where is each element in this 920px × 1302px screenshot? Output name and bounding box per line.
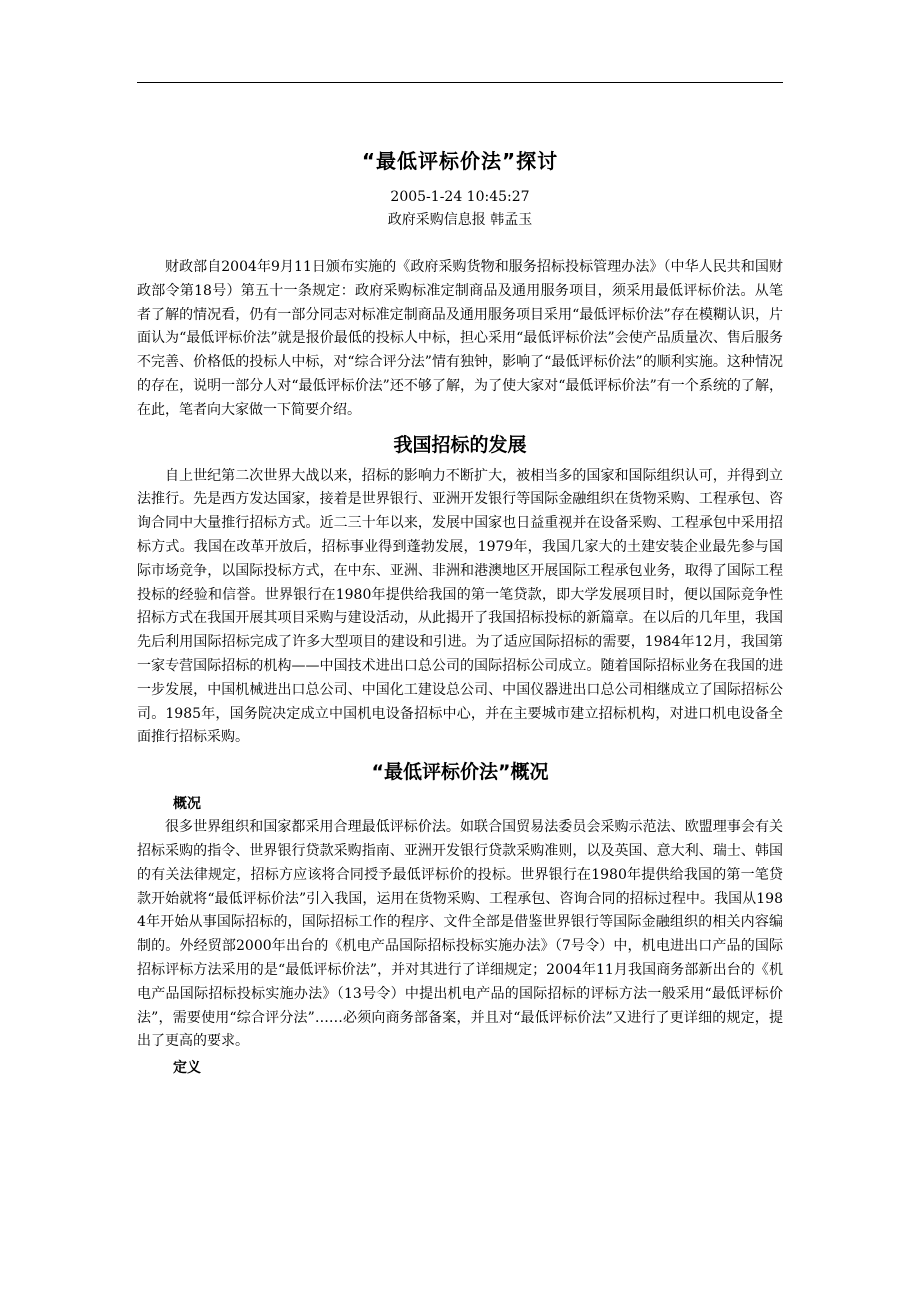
section-paragraph-development: 自上世纪第二次世界大战以来，招标的影响力不断扩大，被相当多的国家和国际组织认可，并得到立法推行。先是西方发达国家，接着是世界银行、亚洲开发银行等国际金融组织在货物采购、工程承包、咨询合同中大量推行招标方式。近二三十年以来，发展中国家也日益重视并在设备采购、工程承包中采用招标方式。我国在改革开放后，招标事业得到蓬勃发展，1979年，我国几家大的土建安装企业最先参与国际市场竞争，以国际投标方式，在中东、亚洲、非洲和港澳地区开展国际工程承包业务，取得了国际工程投标的经验和信誉。世界银行在1980年提供给我国的第一笔贷款，即大学发展项目时，便以国际竞争性招标方式在我国开展其项目采购与建设活动，从此揭开了我国招标投标的新篇章。在以后的几年里，我国先后利用国际招标完成了许多大型项目的建设和引进。为了适应国际招标的需要，1984年12月，我国第一家专营国际招标的机构——中国技术进出口总公司的国际招标公司成立。随着国际招标业务在我国的进一步发展，中国机械进出口总公司、中国化工建设总公司、中国仪器进出口总公司相继成立了国际招标公司。1985年，国务院决定成立中国机电设备招标中心，并在主要城市建立招标机构，对进口机电设备全面推行招标采购。: [137, 467, 783, 746]
article-title: “最低评标价法”探讨: [361, 149, 559, 173]
header-rule: [137, 82, 783, 83]
subheading-definition: 定义: [173, 1060, 201, 1077]
section-heading-overview: “最低评标价法”概况: [371, 761, 549, 784]
intro-paragraph: 财政部自2004年9月11日颁布实施的《政府采购货物和服务招标投标管理办法》（中华人民共和国财政部令第18号）第五十一条规定：政府采购标准定制商品及通用服务项目，须采用最低评标价法。从笔者了解的情况看，仍有一部分同志对标准定制商品及通用服务项目采用“最低评标价法”存在模糊认识，片面认为“最低评标价法”就是报价最低的投标人中标，担心采用“最低评标价法”会使产品质量次、售后服务不完善、价格低的投标人中标，对“综合评分法”情有独钟，影响了“最低评标价法”的顺利实施。这种情况的存在，说明一部分人对“最低评标价法”还不够了解，为了使大家对“最低评标价法”有一个系统的了解，在此，笔者向大家做一下简要介绍。: [137, 259, 783, 418]
section-paragraph-overview: 很多世界组织和国家都采用合理最低评标价法。如联合国贸易法委员会采购示范法、欧盟理事会有关招标采购的指令、世界银行贷款采购指南、亚洲开发银行贷款采购准则，以及英国、意大利、瑞士、韩国的有关法律规定，招标方应该将合同授予最低评标价的投标。世界银行在1980年提供给我国的第一笔贷款开始就将“最低评标价法”引入我国，运用在货物采购、工程承包、咨询合同的招标过程中。我国从1984年开始从事国际招标的，国际招标工作的程序、文件全部是借鉴世界银行等国际金融组织的相关内容编制的。外经贸部2000年出台的《机电产品国际招标投标实施办法》（7号令）中，机电进出口产品的国际招标评标方法采用的是“最低评标价法”，并对其进行了详细规定；2004年11月我国商务部新出台的《机电产品国际招标投标实施办法》（13号令）中提出机电产品的国际招标的评标方法一般采用“最低评标价法”，需要使用“综合评分法”……必须向商务部备案，并且对“最低评标价法”又进行了更详细的规定，提出了更高的要求。: [137, 819, 783, 1050]
article-source-author: 政府采购信息报 韩孟玉: [387, 212, 533, 228]
article-date: 2005-1-24 10:45:27: [390, 189, 530, 205]
section-heading-development: 我国招标的发展: [393, 433, 527, 456]
article-meta: [137, 186, 783, 232]
subheading-overview: 概况: [173, 796, 201, 813]
article-body: [137, 144, 783, 1080]
